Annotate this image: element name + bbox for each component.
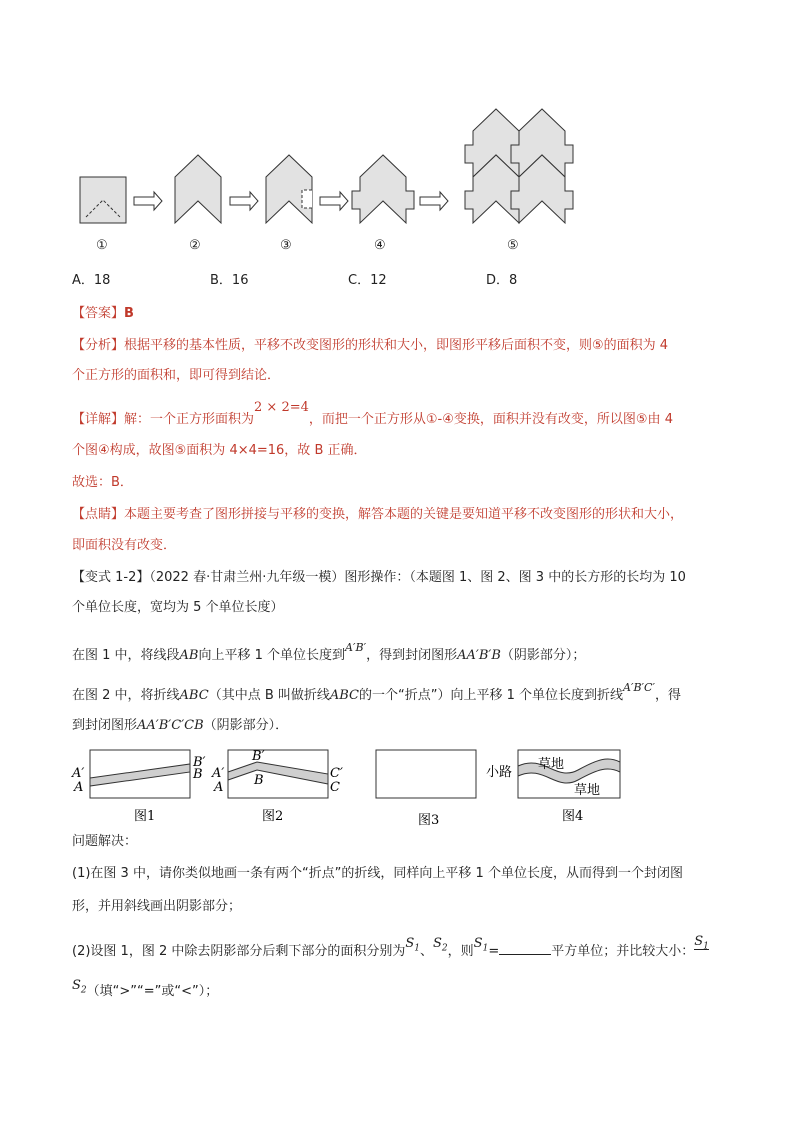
para2-abc: ABC: [179, 688, 209, 703]
q2-text-b: ，则: [447, 944, 474, 959]
para-2-line-1: [72, 681, 681, 706]
analysis-line-2: 个正方形的面积和，即可得到结论．: [72, 368, 281, 383]
fig1-caption: 图1: [134, 809, 156, 824]
answer-blank[interactable]: [499, 940, 551, 955]
question-1-line-2: 形，并用斜线画出阴影部分；: [72, 899, 242, 914]
para-2-line-2: [72, 716, 288, 736]
figure-4-shape: [352, 155, 414, 223]
variant-line-1: 【变式 1-2】（2022 春·甘肃兰州·九年级一模）图形操作：（本题图 1、图 2、图 3 中的长方形的长均为 10: [72, 570, 686, 585]
choose-line: 故选：B．: [72, 475, 133, 490]
q2-sep: 、: [420, 944, 434, 959]
fig2-label-b1: B′: [252, 749, 265, 764]
q2-text-c: =: [488, 944, 500, 959]
fig1-label-a: A: [74, 780, 84, 795]
figure-label-4: ④: [374, 238, 386, 253]
detail-text-1b: ，而把一个正方形从①-④变换，面积并没有改变，所以图⑤由 4: [308, 412, 673, 427]
para2-text-b: （其中点 B 叫做折线: [208, 688, 330, 703]
option-d: D．8: [486, 273, 518, 288]
question-2-line-2: [72, 978, 219, 1007]
diagram-figure-4: [486, 750, 620, 824]
diagram-figure-3: [376, 750, 476, 828]
para2-text-e: 到封闭图形: [72, 718, 138, 733]
para2-abc2: ABC: [329, 688, 360, 703]
fig2-caption: 图2: [262, 809, 284, 824]
q2-s1b-sub: 1: [482, 943, 489, 954]
fig2-label-b: B: [254, 773, 264, 788]
answer-value: B: [124, 306, 134, 321]
q2-s2c-sub: 2: [80, 985, 87, 996]
para2-text-d: ，得: [654, 688, 681, 703]
para2-text-f: （阴影部分）．: [203, 718, 289, 733]
analysis-line-1: [72, 336, 668, 356]
figure-label-5: ⑤: [507, 238, 519, 253]
fig3-caption: 图3: [418, 813, 440, 828]
q2-s1c-sub: 1: [703, 941, 709, 952]
question-2-line-1: [72, 934, 709, 967]
detail-text-1a: 解：一个正方形面积为: [124, 412, 255, 427]
fig2-label-a: A: [214, 780, 224, 795]
figure-label-3: ③: [280, 238, 292, 253]
option-a: A．18: [72, 273, 111, 288]
para2-text-c: 的一个“折点”）向上平移 1 个单位长度到折线: [359, 688, 624, 703]
q2-s1: S: [405, 936, 415, 951]
analysis-text-1: 根据平移的基本性质，平移不改变图形的形状和大小，即图形平移后面积不变，则⑤的面积为 4: [124, 338, 669, 353]
q2-s2-sub: 2: [441, 943, 448, 954]
arrow-icon: [420, 192, 448, 210]
q2-s1c: S: [694, 934, 704, 949]
detail-line-1: [72, 400, 673, 430]
q2-s2: S: [433, 936, 442, 951]
solve-title: 问题解决：: [72, 834, 138, 849]
figure-5-shape: [465, 109, 573, 223]
diagram-figure-1: [71, 750, 206, 824]
para1-text-b: 向上平移 1 个单位长度到: [198, 648, 346, 663]
analysis-tag: 【分析】: [72, 338, 125, 353]
figure-2-shape: [175, 155, 221, 223]
para1-text-a: 在图 1 中，将线段: [72, 648, 180, 663]
question-1-line-1: (1)在图 3 中，请你类似地画一条有两个“折点”的折线，同样向上平移 1 个单位长度，从而得到一个封闭图: [72, 866, 683, 881]
variant-line-2: 个单位长度，宽均为 5 个单位长度）: [72, 600, 284, 615]
detail-tag: 【详解】: [72, 412, 125, 427]
para1-ab: AB: [179, 648, 199, 663]
comment-line-1: [72, 505, 683, 525]
answer-tag: 【答案】: [72, 306, 125, 321]
fig2-label-c1: C′: [330, 766, 343, 781]
para1-shape: AA′B′B: [457, 648, 501, 663]
fig4-road-label: 小路: [486, 765, 513, 780]
comment-line-2: 即面积没有改变．: [72, 538, 177, 553]
fig2-label-a1: A′: [212, 766, 225, 781]
option-b: B．16: [210, 273, 249, 288]
para2-abc3: A′B′C′: [623, 681, 655, 694]
fig2-label-c: C: [330, 780, 340, 795]
fig1-label-a1: A′: [72, 766, 85, 781]
q2-s2c: S: [72, 978, 81, 993]
fig4-caption: 图4: [562, 809, 584, 824]
para1-text-d: （阴影部分）；: [500, 648, 586, 663]
fig1-label-b: B: [193, 767, 203, 782]
q2-text-e: （填“>”“=”或“<”）；: [86, 984, 219, 999]
figure-1-square: [80, 177, 126, 223]
para1-text-c: ，得到封闭图形: [366, 648, 458, 663]
figure-label-2: ②: [189, 238, 201, 253]
arrow-icon: [230, 192, 258, 210]
q2-text-a: (2)设图 1，图 2 中除去阴影部分后剩下部分的面积分别为: [72, 944, 406, 959]
fig1-label-b1: B′: [193, 755, 206, 770]
detail-line-2: 个图④构成，故图⑤面积为 4×4=16，故 B 正确．: [72, 443, 367, 458]
detail-formula: 2 × 2=4: [254, 400, 309, 415]
fig4-grass-label-2: 草地: [574, 783, 601, 798]
answer-line: [72, 304, 134, 324]
q2-text-d: 平方单位；并比较大小：: [551, 944, 695, 959]
q2-s1-sub: 1: [414, 943, 420, 954]
figure-3-shape: [266, 155, 312, 223]
para1-ab2: A′B′: [345, 641, 367, 654]
option-c: C．12: [348, 273, 387, 288]
arrow-icon: [134, 192, 162, 210]
arrow-icon: [320, 192, 348, 210]
comment-text-1: 本题主要考查了图形拼接与平移的变换，解答本题的关键是要知道平移不改变图形的形状和大小，: [124, 507, 684, 522]
para2-shape: AA′B′C′CB: [137, 718, 204, 733]
figure-label-1: ①: [96, 238, 108, 253]
para-1: [72, 641, 586, 666]
diagram-figure-2: [211, 749, 343, 824]
rectangles-diagram: [66, 744, 746, 832]
comment-tag: 【点睛】: [72, 507, 125, 522]
fig4-grass-label-1: 草地: [538, 757, 565, 772]
q2-s1b: S: [473, 936, 483, 951]
para2-text-a: 在图 2 中，将折线: [72, 688, 180, 703]
